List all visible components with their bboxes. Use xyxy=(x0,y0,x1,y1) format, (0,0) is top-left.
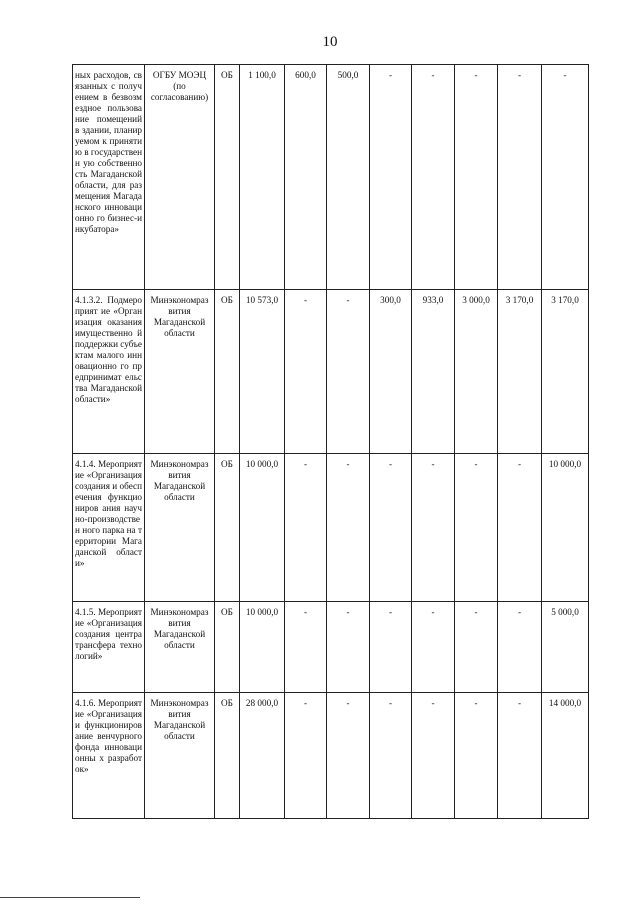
year-value-cell-text: - xyxy=(303,459,308,469)
funding-source-cell-text: ОБ xyxy=(221,698,233,708)
year-value-cell xyxy=(412,65,455,290)
executor-cell xyxy=(145,454,215,602)
executor-cell-text: Минэкономраз вития Магаданской области xyxy=(150,698,209,741)
table-row xyxy=(73,290,589,454)
year-value-cell-text: - xyxy=(303,295,308,305)
funding-source-cell-text: ОБ xyxy=(221,607,233,617)
table-body xyxy=(73,65,589,819)
year-value-cell xyxy=(412,290,455,454)
funding-source-cell xyxy=(215,290,240,454)
year-value-cell-text: 10 000,0 xyxy=(548,459,582,469)
year-value-cell xyxy=(285,454,327,602)
measure-name-cell xyxy=(73,602,145,693)
year-value-cell xyxy=(455,693,498,819)
year-value-cell-text: - xyxy=(474,70,478,80)
measure-name-cell-text: 4.1.4. Мероприятие «Организация создания и обеспечения функциониров ания научно-производствен ного парка на территории Магаданской области» xyxy=(75,459,142,568)
year-value-cell xyxy=(455,65,498,290)
year-value-cell xyxy=(370,693,412,819)
year-value-cell-text: - xyxy=(431,607,435,617)
year-value-cell xyxy=(498,290,542,454)
year-value-cell-text: 500,0 xyxy=(337,70,359,80)
year-value-cell-text: - xyxy=(388,70,393,80)
year-value-cell-text: - xyxy=(474,607,478,617)
funding-source-cell xyxy=(215,602,240,693)
year-value-cell xyxy=(498,454,542,602)
executor-cell-text: Минэкономраз вития Магаданской области xyxy=(150,459,209,502)
table-row xyxy=(73,602,589,693)
funding-source-cell-text: ОБ xyxy=(221,459,233,469)
measure-name-cell-text: ных расходов, связанных с получением в безвозмездное пользование помещений в здании, планируемом к принятию в государственн ую собственность Магаданской области, для размещения Магаданского инновационно го бизнес-инкубатора» xyxy=(75,70,142,234)
measure-name-cell-text: 4.1.3.2. Подмероприят ие «Организация оказания имущественно й поддержки субъектам малого инновационно го предпринимат ельства Магаданской области» xyxy=(75,295,142,404)
year-value-cell xyxy=(370,65,412,290)
year-value-cell xyxy=(327,65,370,290)
total-cell xyxy=(240,602,285,693)
year-value-cell-text: 600,0 xyxy=(295,70,316,80)
year-value-cell-text: - xyxy=(388,698,393,708)
total-cell-text: 10 573,0 xyxy=(245,295,279,305)
funding-source-cell xyxy=(215,454,240,602)
year-value-cell xyxy=(498,65,542,290)
year-value-cell-text: - xyxy=(517,698,522,708)
footer-rule xyxy=(0,897,140,898)
year-value-cell xyxy=(455,454,498,602)
year-value-cell-text: - xyxy=(517,70,522,80)
year-value-cell xyxy=(412,454,455,602)
year-value-cell-text: - xyxy=(474,459,478,469)
executor-cell xyxy=(145,602,215,693)
table-row xyxy=(73,65,589,290)
total-cell xyxy=(240,65,285,290)
year-value-cell-text: - xyxy=(346,295,350,305)
executor-cell xyxy=(145,693,215,819)
year-value-cell-text: 5 000,0 xyxy=(551,607,579,617)
year-value-cell xyxy=(542,65,589,290)
total-cell-text: 10 000,0 xyxy=(245,459,279,469)
year-value-cell-text: - xyxy=(563,70,567,80)
measure-name-cell xyxy=(73,290,145,454)
total-cell xyxy=(240,454,285,602)
year-value-cell-text: - xyxy=(346,607,350,617)
budget-table xyxy=(72,64,589,819)
executor-cell xyxy=(145,65,215,290)
measure-name-cell xyxy=(73,454,145,602)
year-value-cell-text: - xyxy=(431,459,435,469)
executor-cell-text: Минэкономраз вития Магаданской области xyxy=(150,607,209,650)
year-value-cell-text: - xyxy=(388,607,393,617)
funding-source-cell-text: ОБ xyxy=(221,70,233,80)
year-value-cell xyxy=(327,602,370,693)
year-value-cell-text: - xyxy=(517,607,522,617)
year-value-cell xyxy=(370,602,412,693)
year-value-cell xyxy=(542,693,589,819)
year-value-cell xyxy=(370,454,412,602)
year-value-cell xyxy=(542,290,589,454)
funding-source-cell xyxy=(215,693,240,819)
year-value-cell xyxy=(542,454,589,602)
funding-source-cell-text: ОБ xyxy=(221,295,233,305)
year-value-cell-text: - xyxy=(517,459,522,469)
total-cell xyxy=(240,290,285,454)
measure-name-cell-text: 4.1.6. Мероприятие «Организация и функциониров ание венчурного фонда инновационны х разработок» xyxy=(75,698,142,774)
year-value-cell xyxy=(542,602,589,693)
year-value-cell xyxy=(285,290,327,454)
year-value-cell xyxy=(370,290,412,454)
year-value-cell-text: - xyxy=(303,607,308,617)
funding-source-cell xyxy=(215,65,240,290)
page-number: 10 xyxy=(322,34,338,50)
year-value-cell-text: - xyxy=(346,459,350,469)
year-value-cell xyxy=(285,65,327,290)
year-value-cell-text: 933,0 xyxy=(422,295,444,305)
year-value-cell xyxy=(498,602,542,693)
total-cell-text: 10 000,0 xyxy=(245,607,279,617)
year-value-cell-text: 3 000,0 xyxy=(462,295,490,305)
year-value-cell-text: - xyxy=(431,698,435,708)
year-value-cell-text: 3 170,0 xyxy=(505,295,534,305)
executor-cell-text: ОГБУ МОЭЦ (по согласованию) xyxy=(150,70,209,102)
executor-cell xyxy=(145,290,215,454)
year-value-cell-text: - xyxy=(346,698,350,708)
year-value-cell-text: - xyxy=(303,698,308,708)
year-value-cell xyxy=(285,602,327,693)
table-row xyxy=(73,454,589,602)
table-row xyxy=(73,693,589,819)
year-value-cell xyxy=(327,290,370,454)
measure-name-cell xyxy=(73,693,145,819)
total-cell-text: 1 100,0 xyxy=(248,70,276,80)
year-value-cell-text: 3 170,0 xyxy=(551,295,579,305)
year-value-cell-text: - xyxy=(431,70,435,80)
year-value-cell xyxy=(455,602,498,693)
year-value-cell xyxy=(412,602,455,693)
year-value-cell-text: - xyxy=(388,459,393,469)
year-value-cell xyxy=(412,693,455,819)
year-value-cell-text: 14 000,0 xyxy=(548,698,582,708)
measure-name-cell-text: 4.1.5. Мероприятие «Организация создания центра трансфера технологий» xyxy=(75,607,142,661)
year-value-cell xyxy=(327,693,370,819)
year-value-cell-text: - xyxy=(474,698,478,708)
total-cell-text: 28 000,0 xyxy=(245,698,279,708)
year-value-cell-text: 300,0 xyxy=(380,295,401,305)
total-cell xyxy=(240,693,285,819)
executor-cell-text: Минэкономраз вития Магаданской области xyxy=(150,295,209,338)
year-value-cell xyxy=(498,693,542,819)
measure-name-cell xyxy=(73,65,145,290)
year-value-cell xyxy=(327,454,370,602)
year-value-cell xyxy=(285,693,327,819)
year-value-cell xyxy=(455,290,498,454)
